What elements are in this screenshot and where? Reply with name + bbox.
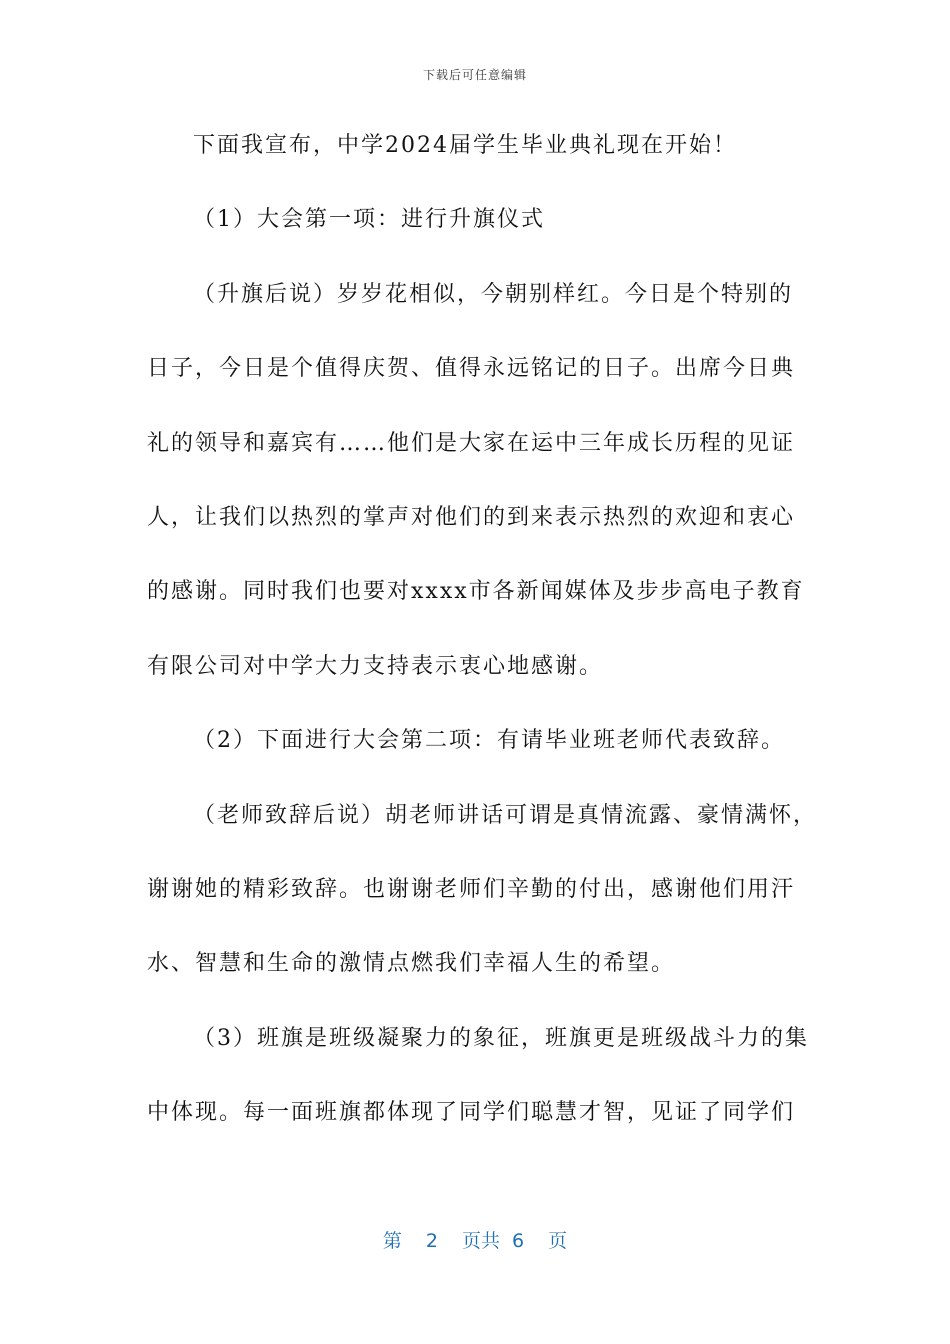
paragraph-line: 下面我宣布，中学2024届学生毕业典礼现在开始！ <box>193 133 737 158</box>
paragraph-line: 中体现。每一面班旗都体现了同学们聪慧才智，见证了同学们 <box>147 1100 796 1126</box>
header-note: 下载后可任意编辑 <box>422 68 527 82</box>
page-number-footer <box>0 1226 950 1253</box>
paragraph-line: 礼的领导和嘉宾有……他们是大家在运中三年成长历程的见证 <box>147 430 796 456</box>
paragraph-line: （2）下面进行大会第二项：有请毕业班老师代表致辞。 <box>193 728 785 754</box>
paragraph-line: （3）班旗是班级凝聚力的象征，班旗更是班级战斗力的集 <box>193 1025 809 1051</box>
footer-total-pages: 6 <box>512 1230 525 1252</box>
paragraph-line: 有限公司对中学大力支持表示衷心地感谢。 <box>147 653 604 679</box>
footer-label-of: 页共 <box>461 1230 500 1252</box>
paragraph-line: 的感谢。同时我们也要对xxxx市各新闻媒体及步步高电子教育 <box>147 579 805 605</box>
paragraph-line: （升旗后说）岁岁花相似，今朝别样红。今日是个特别的 <box>193 281 794 307</box>
paragraph-line: 水、智慧和生命的激情点燃我们幸福人生的希望。 <box>147 951 676 977</box>
footer-label-end: 页 <box>548 1230 568 1252</box>
paragraph-line: 谢谢她的精彩致辞。也谢谢老师们辛勤的付出，感谢他们用汗 <box>147 876 796 902</box>
document-body <box>147 124 818 1165</box>
paragraph-line: （1）大会第一项：进行升旗仪式 <box>193 207 545 233</box>
footer-label-page: 第 <box>382 1230 402 1252</box>
paragraph-line: 人，让我们以热烈的掌声对他们的到来表示热烈的欢迎和衷心 <box>147 504 796 530</box>
paragraph-line: （老师致辞后说）胡老师讲话可谓是真情流露、豪情满怀， <box>193 802 818 828</box>
paragraph-line: 日子，今日是个值得庆贺、值得永远铭记的日子。出席今日典 <box>147 356 796 382</box>
footer-current-page: 2 <box>425 1230 438 1252</box>
